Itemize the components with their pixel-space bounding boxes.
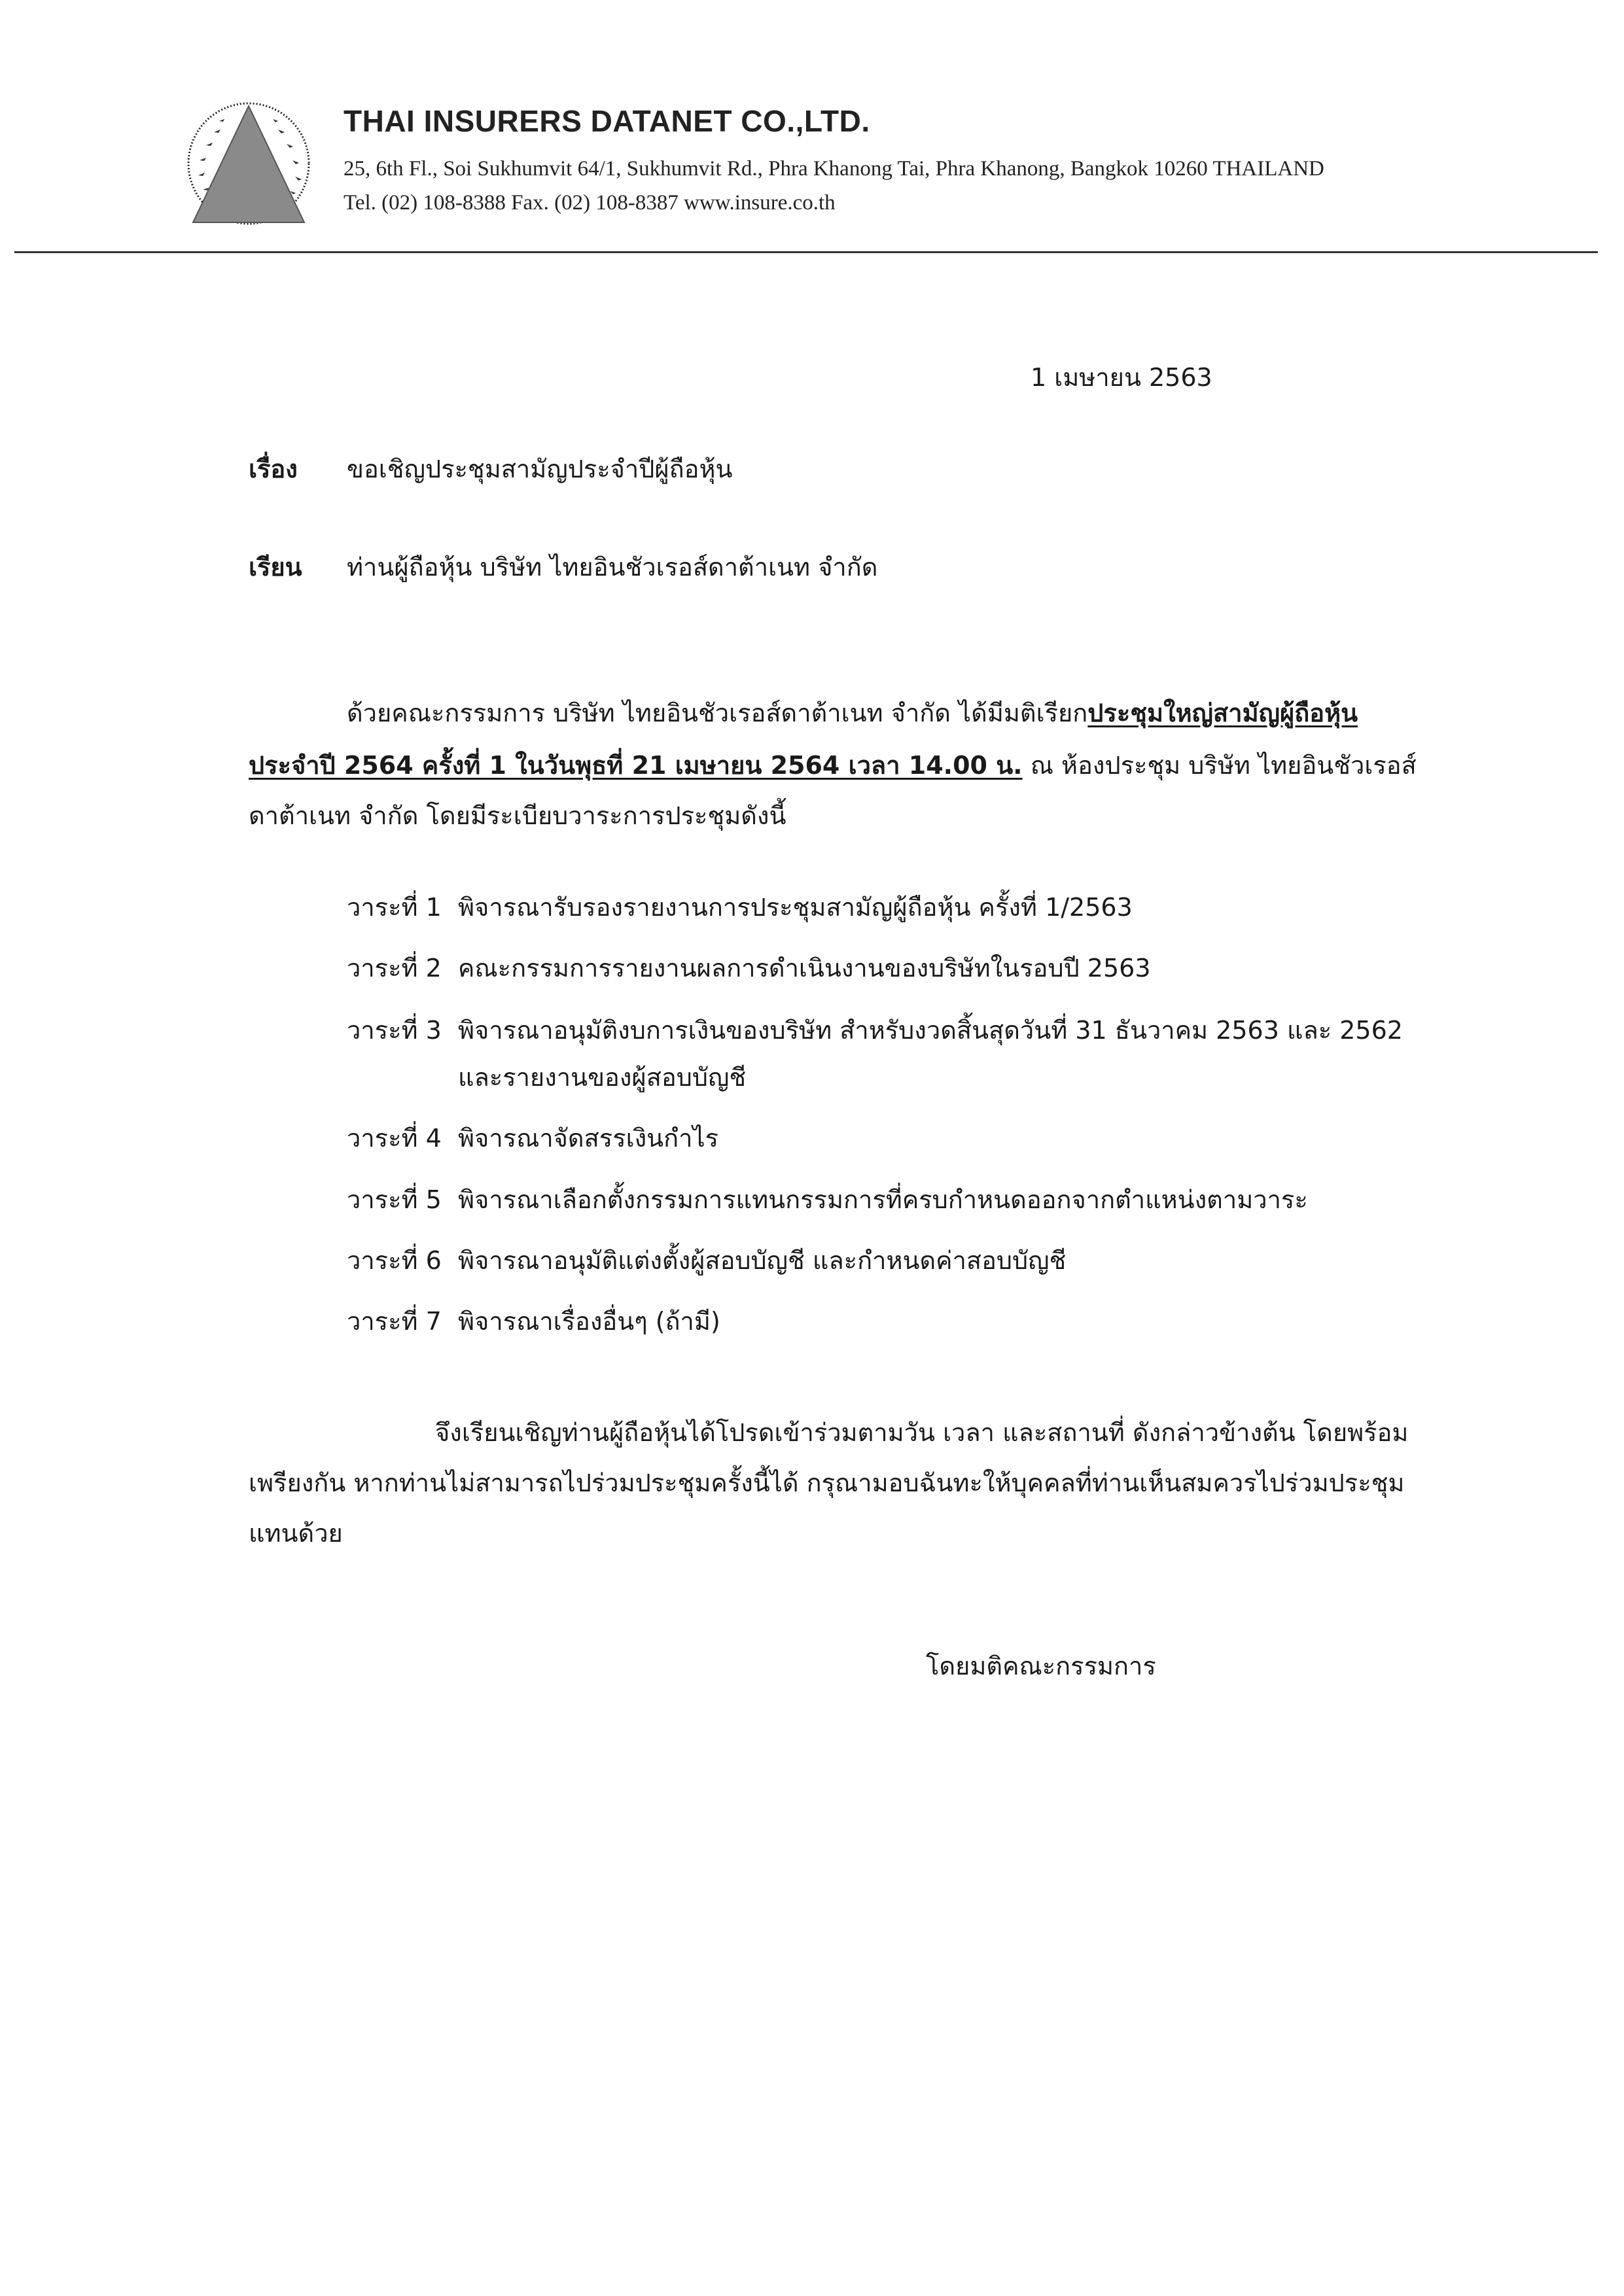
company-name: THAI INSURERS DATANET CO.,LTD. bbox=[344, 104, 870, 138]
agenda-item-7-text: พิจารณาเรื่องอื่นๆ (ถ้ามี) bbox=[458, 1307, 720, 1336]
agenda-item-2-label: วาระที่ 2 bbox=[347, 954, 442, 983]
triangle-logo-icon bbox=[180, 98, 317, 229]
agenda-item-6-text: พิจารณาอนุมัติแต่งตั้งผู้สอบบัญชี และกำหนดค่าสอบบัญชี bbox=[458, 1246, 1067, 1275]
invitation-paragraph-line-2: เพรียงกัน หากท่านไม่สามารถไปร่วมประชุมครั้งนี้ได้ กรุณามอบฉันทะให้บุคคลที่ท่านเห็นสมควรไปร่วมประชุม bbox=[249, 1469, 1405, 1497]
header-divider bbox=[14, 251, 1598, 253]
meeting-datetime-emphasis: ประจำปี 2564 ครั้งที่ 1 ในวันพุธที่ 21 เมษายน 2564 เวลา 14.00 น. bbox=[249, 751, 1023, 780]
intro-paragraph-line-2 bbox=[249, 751, 1417, 781]
intro-paragraph-line-1 bbox=[347, 699, 1358, 729]
company-address: 25, 6th Fl., Soi Sukhumvit 64/1, Sukhumvit Rd., Phra Khanong Tai, Phra Khanong, Bangkok 10260 THAILAND bbox=[344, 157, 1324, 181]
agenda-item-5-label: วาระที่ 5 bbox=[347, 1185, 442, 1214]
intro-text: ด้วยคณะกรรมการ บริษัท ไทยอินชัวเรอส์ดาต้าเนท จำกัด ได้มีมติเรียก bbox=[347, 699, 1088, 727]
agenda-item-5-text: พิจารณาเลือกตั้งกรรมการแทนกรรมการที่ครบกำหนดออกจากตำแหน่งตามวาระ bbox=[458, 1185, 1308, 1214]
agenda-item-1-text: พิจารณารับรองรายงานการประชุมสามัญผู้ถือหุ้น ครั้งที่ 1/2563 bbox=[458, 893, 1133, 922]
recipient-label: เรียน bbox=[249, 553, 302, 582]
agenda-item-3-label: วาระที่ 3 bbox=[347, 1016, 442, 1045]
invitation-paragraph-line-1: จึงเรียนเชิญท่านผู้ถือหุ้นได้โปรดเข้าร่วมตามวัน เวลา และสถานที่ ดังกล่าวข้างต้น โดยพร้อม bbox=[435, 1418, 1409, 1447]
agenda-item-3-text: พิจารณาอนุมัติงบการเงินของบริษัท สำหรับงวดสิ้นสุดวันที่ 31 ธันวาคม 2563 และ 2562 bbox=[458, 1016, 1403, 1045]
agenda-item-4-label: วาระที่ 4 bbox=[347, 1124, 442, 1153]
agenda-item-7-label: วาระที่ 7 bbox=[347, 1307, 442, 1336]
meeting-location-text: ณ ห้องประชุม บริษัท ไทยอินชัวเรอส์ bbox=[1022, 751, 1417, 780]
agenda-item-6-label: วาระที่ 6 bbox=[347, 1246, 442, 1275]
intro-paragraph-line-3: ดาต้าเนท จำกัด โดยมีระเบียบวาระการประชุมดังนี้ bbox=[249, 801, 786, 830]
closing-signature-line: โดยมติคณะกรรมการ bbox=[926, 1652, 1156, 1680]
letter-date: 1 เมษายน 2563 bbox=[1031, 363, 1212, 392]
meeting-title-emphasis: ประชุมใหญ่สามัญผู้ถือหุ้น bbox=[1087, 699, 1358, 727]
agenda-item-3-text-continued: และรายงานของผู้สอบบัญชี bbox=[458, 1063, 747, 1092]
agenda-item-1-label: วาระที่ 1 bbox=[347, 893, 442, 922]
invitation-paragraph-line-3: แทนด้วย bbox=[249, 1519, 343, 1548]
subject-text: ขอเชิญประชุมสามัญประจำปีผู้ถือหุ้น bbox=[347, 455, 733, 483]
recipient-text: ท่านผู้ถือหุ้น บริษัท ไทยอินชัวเรอส์ดาต้าเนท จำกัด bbox=[347, 553, 878, 582]
company-contact: Tel. (02) 108-8388 Fax. (02) 108-8387 www.insure.co.th bbox=[344, 191, 836, 215]
agenda-item-2-text: คณะกรรมการรายงานผลการดำเนินงานของบริษัทในรอบปี 2563 bbox=[458, 954, 1151, 983]
subject-label: เรื่อง bbox=[249, 455, 298, 483]
agenda-item-4-text: พิจารณาจัดสรรเงินกำไร bbox=[458, 1124, 718, 1153]
